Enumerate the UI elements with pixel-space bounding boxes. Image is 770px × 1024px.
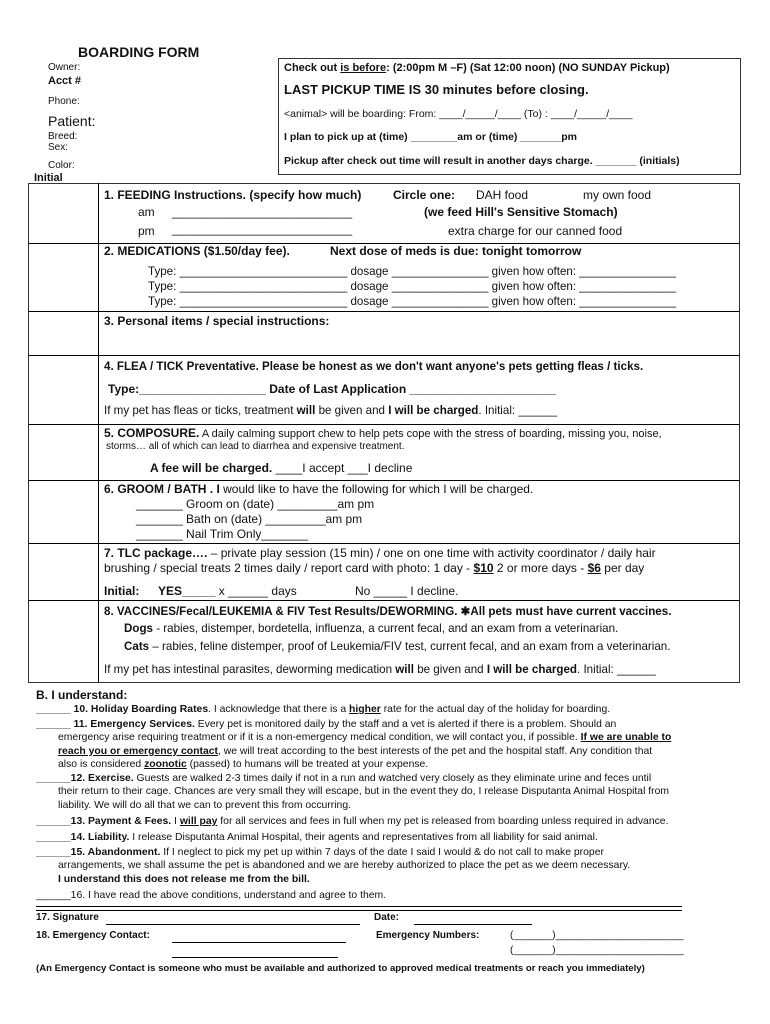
tlc-line2-end: per day <box>600 561 645 575</box>
groom-title: 6. GROOM / BATH . <box>104 482 214 496</box>
dogs-text: - rabies, distemper, bordetella, influenza, a current fecal, and an exam from a veterinarian. <box>152 622 619 635</box>
tlc-price-1day: $10 <box>473 561 494 575</box>
item11-a: Every pet is monitored daily by the staff and a vet is alerted if there is a problem. Should an <box>194 719 617 730</box>
cats-label: Cats <box>124 640 150 653</box>
signature-field[interactable] <box>106 924 360 925</box>
tlc-price-multi: $6 <box>587 561 601 575</box>
item13-b: for all services and fees in full when my pet is released from boarding unless required in advance. <box>217 816 669 827</box>
item-12[interactable] <box>36 772 736 812</box>
feeding-option-dah[interactable]: DAH food <box>476 188 529 202</box>
item11-label: ______ 11. Emergency Services. <box>36 719 195 730</box>
item11-l4a: also is considered <box>58 759 145 771</box>
feeding-pm-field[interactable]: ___________________________ <box>172 222 353 236</box>
item15-label: ______15. Abandonment. <box>36 847 161 858</box>
composure-desc-2: storms… all of which can lead to diarrhea and expensive treatment. <box>106 441 405 452</box>
patient-label: Patient: <box>48 113 96 129</box>
initial-column-label: Initial <box>34 172 63 184</box>
deworm-initial[interactable]: . Initial: ______ <box>577 663 656 676</box>
flea-treatment-line <box>104 404 557 417</box>
nail-trim-row[interactable]: _______ Nail Trim Only_______ <box>136 527 309 541</box>
medications-title: 2. MEDICATIONS ($1.50/day fee). <box>104 244 290 258</box>
item12-l2: their return to their cage. Chances are very small they will escape, but in the event they do, I release Disputanta Animal Hospital from <box>58 786 670 798</box>
emergency-contact-field[interactable] <box>172 942 346 943</box>
sex-label: Sex: <box>48 142 69 153</box>
item11-l3a: reach you or emergency contact <box>58 745 218 757</box>
phone-label: Phone: <box>48 96 80 107</box>
flea-if-will: will <box>296 404 316 417</box>
tlc-yes[interactable]: YES_____ <box>158 584 216 598</box>
composure-title: 5. COMPOSURE. <box>104 426 200 440</box>
emergency-contact-label: 18. Emergency Contact: <box>36 930 150 941</box>
feeding-circle-label: Circle one: <box>393 188 456 202</box>
flea-if-charged: I will be charged <box>388 404 479 417</box>
item13-a: I <box>171 816 180 827</box>
item11-l4c: (passed) to humans will be treated at your expense. <box>186 759 429 771</box>
flea-type-line[interactable]: Type:___________________ Date of Last Application ______________________ <box>108 382 557 396</box>
deworming-line <box>104 663 656 676</box>
groom-title-line <box>104 482 533 496</box>
groom-i: I <box>213 482 220 496</box>
item12-label: ______12. Exercise. <box>36 773 134 784</box>
tlc-desc: – private play session (15 min) / one on one time with activity coordinator / daily hair <box>207 546 656 560</box>
tlc-title: 7. TLC package…. <box>104 546 208 560</box>
boarding-dates[interactable]: <animal> will be boarding: From: ____/_____/____ (To) : ____/_____/____ <box>284 108 633 120</box>
signature-label: 17. Signature <box>36 912 99 923</box>
cats-text: – rabies, feline distemper, proof of Leukemia/FIV test, current fecal, and an exam from a veterinarian. <box>149 640 671 653</box>
pickup-plan[interactable]: I plan to pick up at (time) ________am or (time) _______pm <box>284 131 577 143</box>
flea-if-pre: If my pet has fleas or ticks, treatment <box>104 404 297 417</box>
deworm-if-pre: If my pet has intestinal parasites, deworming medication <box>104 663 396 676</box>
emergency-contact-field-2[interactable] <box>172 957 338 958</box>
medication-row-2[interactable]: Type: __________________________ dosage _______________ given how often: _______________ <box>148 280 677 293</box>
item-11[interactable] <box>36 718 736 772</box>
emergency-contact-note: (An Emergency Contact is someone who must be available and authorized to approved medical treatments or reach you immediately) <box>36 963 645 974</box>
flea-tick-title: 4. FLEA / TICK Preventative. Please be honest as we don't want anyone's pets getting fleas / ticks. <box>104 360 644 373</box>
cats-requirements <box>124 640 670 653</box>
item11-l3b: , we will treat according to the best interests of the pet and the hospital staff. Any condition that <box>217 745 653 757</box>
deworm-if-mid: be given and <box>413 663 487 676</box>
owner-label: Owner: <box>48 62 81 73</box>
item13-label: ______13. Payment & Fees. <box>36 816 172 827</box>
medication-row-3[interactable]: Type: __________________________ dosage _______________ given how often: _______________ <box>148 295 677 308</box>
acct-label: Acct # <box>48 75 82 87</box>
groom-desc: would like to have the following for which I will be charged. <box>219 482 534 496</box>
item15-a: If I neglect to pick my pet up within 7 days of the date I said I would & do not call to make proper <box>160 847 604 858</box>
item14-label: ______14. Liability. <box>36 832 130 843</box>
item10-higher: higher <box>349 704 381 715</box>
composure-fee-line <box>150 461 412 475</box>
checkout-prefix: Check out <box>284 62 341 74</box>
breed-label: Breed: <box>48 131 78 142</box>
bath-row[interactable]: _______ Bath on (date) _________am pm <box>136 512 363 526</box>
composure-accept-decline[interactable]: ____I accept ___I decline <box>272 461 413 475</box>
emergency-numbers-label: Emergency Numbers: <box>376 930 480 941</box>
dogs-requirements <box>124 622 618 635</box>
feeding-title: 1. FEEDING Instructions. (specify how much) <box>104 188 362 202</box>
flea-if-mid: be given and <box>315 404 389 417</box>
item11-l2b: If we are unable to <box>580 732 672 744</box>
tlc-no[interactable]: No _____ I decline. <box>355 584 459 598</box>
item10-b: rate for the actual day of the holiday for boarding. <box>380 704 611 715</box>
vaccines-title: 8. VACCINES/Fecal/LEUKEMIA & FIV Test Results/DEWORMING. ✱All pets must have current vaccines. <box>104 605 672 618</box>
composure-line <box>104 426 662 440</box>
tlc-line-1 <box>104 546 656 560</box>
last-pickup-notice: LAST PICKUP TIME IS 30 minutes before closing. <box>284 82 589 97</box>
item12-l3: liability. We will do all that we can to prevent this from occurring. <box>58 799 351 811</box>
checkout-rest: : (2:00pm M –F) (Sat 12:00 noon) (NO SUNDAY Pickup) <box>386 62 670 74</box>
tlc-days[interactable]: x ______ days <box>215 584 297 598</box>
form-title: BOARDING FORM <box>78 44 200 60</box>
feeding-pm-label: pm <box>138 224 155 238</box>
color-label: Color: <box>48 160 75 171</box>
flea-initial[interactable]: . Initial: ______ <box>478 404 558 417</box>
tlc-line2-pre: brushing / special treats 2 times daily / report card with photo: 1 day - <box>104 561 474 575</box>
emergency-number-1[interactable]: (_______)_______________________ <box>510 930 684 941</box>
deworm-if-will: will <box>395 663 414 676</box>
item14-a: I release Disputanta Animal Hospital, their agents and representatives from all liability for said animal. <box>129 832 598 843</box>
item-15[interactable] <box>36 846 736 886</box>
item-10[interactable] <box>36 703 610 716</box>
item13-will-pay: will pay <box>179 816 218 827</box>
item12-a: Guests are walked 2-3 times daily if not in a run and watched very closely as they eliminate urine and feces until <box>133 773 652 784</box>
understand-title: B. I understand: <box>36 688 128 702</box>
tlc-line2-mid: 2 or more days - <box>493 561 588 575</box>
composure-desc-1: A daily calming support chew to help pets cope with the stress of boarding, missing you, noise, <box>201 428 662 440</box>
tlc-line-2 <box>104 561 644 575</box>
item11-zoonotic: zoonotic <box>144 759 187 771</box>
tlc-initial-label: Initial: <box>104 584 140 598</box>
deworm-if-charged: I will be charged <box>486 663 578 676</box>
item15-l3: I understand this does not release me from the bill. <box>58 873 310 885</box>
hills-note: (we feed Hill's Sensitive Stomach) <box>424 205 618 219</box>
personal-items-title: 3. Personal items / special instructions: <box>104 314 330 328</box>
date-field[interactable] <box>414 924 532 925</box>
item11-l2a: emergency arise requiring treatment or if it is a non-emergency medical condition, we will contact you, if possible. <box>58 732 581 744</box>
item-16[interactable]: ______16. I have read the above conditions, understand and agree to them. <box>36 890 387 901</box>
item10-a: . I acknowledge that there is a <box>208 704 350 715</box>
dogs-label: Dogs <box>124 622 153 635</box>
pickup-after-charge[interactable]: Pickup after check out time will result in another days charge. _______ (initials) <box>284 155 680 167</box>
item-13[interactable] <box>36 815 668 828</box>
next-dose[interactable]: Next dose of meds is due: tonight tomorrow <box>330 244 582 258</box>
composure-fee: A fee will be charged. <box>150 461 273 475</box>
checkout-line <box>284 62 670 74</box>
checkout-is-before: is before <box>340 62 387 74</box>
item10-label: ______ 10. Holiday Boarding Rates <box>36 704 209 715</box>
feeding-option-own[interactable]: my own food <box>583 188 652 202</box>
tlc-yes-line[interactable] <box>158 584 297 598</box>
extra-charge-note: extra charge for our canned food <box>448 224 623 238</box>
groom-row[interactable]: _______ Groom on (date) _________am pm <box>136 497 375 511</box>
feeding-am-field[interactable]: ___________________________ <box>172 205 353 219</box>
item15-l2: arrangements, we shall assume the pet is abandoned and we are hereby authorized to place the pet as we deem necessary. <box>58 860 631 872</box>
medication-row-1[interactable]: Type: __________________________ dosage _______________ given how often: _______________ <box>148 265 677 278</box>
date-label: Date: <box>374 912 400 923</box>
feeding-am-label: am <box>138 205 155 219</box>
emergency-number-2[interactable]: (_______)_______________________ <box>510 945 684 956</box>
item-14[interactable] <box>36 831 598 844</box>
